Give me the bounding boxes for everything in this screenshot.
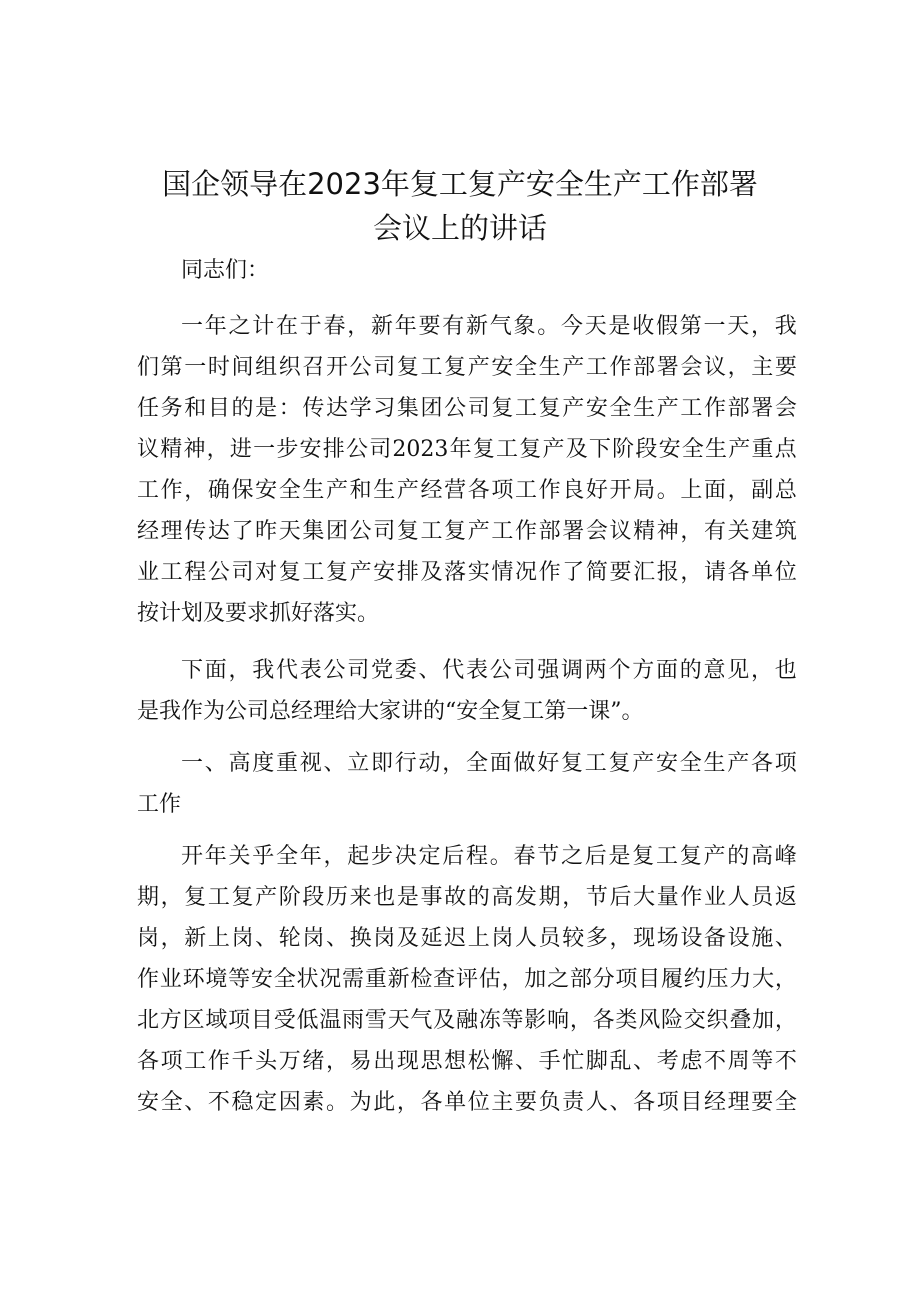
text-line: 开 年 关 乎 全 年 ， 起 步 决 定 后 程 。 春 节 之 后 是 复 工 复 产 的 高 峰: [181, 844, 797, 869]
text-line: 岗 ， 新 上 岗 、 轮 岗 、 换 岗 及 延 迟 上 岗 人 员 较 多 ， 现 场 设 备 设 施 、: [137, 926, 797, 951]
text-line: 经 理 传 达 了 昨 天 集 团 公 司 复 工 复 产 工 作 部 署 会 议 精 神 ， 有 关 建 筑: [137, 519, 797, 544]
document-body: [137, 0, 797, 1301]
text-line: 期 ， 复 工 复 产 阶 段 历 来 也 是 事 故 的 高 发 期 ， 节 后 大 量 作 业 人 员 返: [137, 885, 797, 910]
section-heading-line: 工作: [137, 792, 182, 817]
text-line: 作 业 环 境 等 安 全 状 况 需 重 新 检 查 评 估 ， 加 之 部 分 项 目 履 约 压 力 大 ，: [137, 967, 797, 992]
text-line: 各 项 工 作 千 头 万 绪 ， 易 出 现 思 想 松 懈 、 手 忙 脚 乱 、 考 虑 不 周 等 不: [137, 1049, 797, 1074]
text-line: 议 精 神 ， 进 一 步 安 排 公 司 2023 年 复 工 复 产 及 下 阶 段 安 全 生 产 重 点: [137, 437, 797, 462]
text-line: 下 面 ， 我 代 表 公 司 党 委 、 代 表 公 司 强 调 两 个 方 面 的 意 见 ， 也: [181, 658, 797, 683]
document-title-line-2: 会议上的讲话: [372, 211, 547, 245]
text-line: 业 工 程 公 司 对 复 工 复 产 安 排 及 落 实 情 况 作 了 简 要 汇 报 ， 请 各 单 位: [137, 560, 797, 585]
text-line: 北 方 区 域 项 目 受 低 温 雨 雪 天 气 及 融 冻 等 影 响 ， 各 类 风 险 交 织 叠 加 ，: [137, 1008, 797, 1033]
salutation: 同志们：: [181, 258, 270, 283]
text-line: 们 第 一 时 间 组 织 召 开 公 司 复 工 复 产 安 全 生 产 工 作 部 署 会 议 ， 主 要: [137, 355, 797, 380]
text-line: 按计划及要求抓好落实。: [137, 601, 380, 626]
text-line: 任 务 和 目 的 是 ： 传 达 学 习 集 团 公 司 复 工 复 产 安 全 生 产 工 作 部 署 会: [137, 396, 797, 421]
text-line: 一 年 之 计 在 于 春 ， 新 年 要 有 新 气 象 。 今 天 是 收 假 第 一 天 ， 我: [181, 314, 797, 339]
text-line: 是我作为公司总经理给大家讲的“安全复工第一课”。: [137, 699, 644, 724]
document-title-line-1: 国企领导在2023年复工复产安全生产工作部署: [162, 167, 758, 201]
text-line: 工 作 ， 确 保 安 全 生 产 和 生 产 经 营 各 项 工 作 良 好 开 局 。 上 面 ， 副 总: [137, 478, 797, 503]
text-line: 安 全 、 不 稳 定 因 素 。 为 此 ， 各 单 位 主 要 负 责 人 、 各 项 目 经 理 要 全: [137, 1090, 797, 1115]
section-heading-line: 一 、 高 度 重 视 、 立 即 行 动 ， 全 面 做 好 复 工 复 产 安 全 生 产 各 项: [181, 751, 797, 776]
